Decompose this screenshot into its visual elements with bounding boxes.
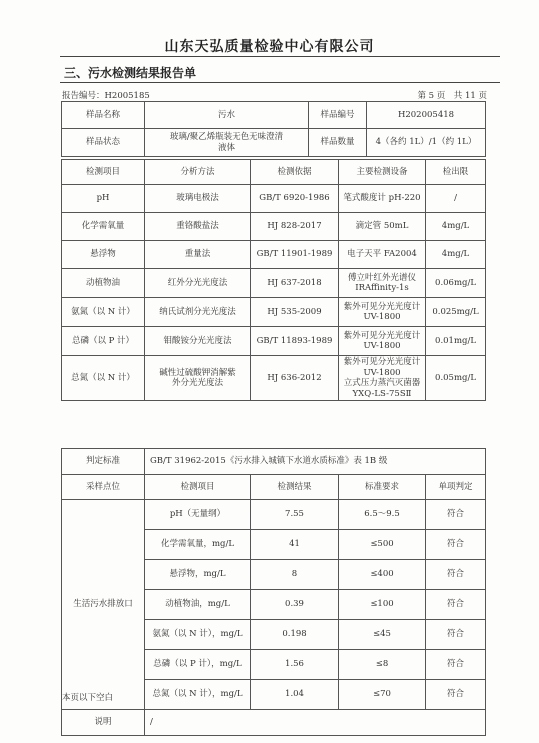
- page-number: 第 5 页 共 11 页: [417, 91, 487, 101]
- method-cell-equipment: 紫外可见分光光度计 UV-1800: [339, 298, 426, 327]
- method-cell-basis: HJ 637-2018: [251, 269, 339, 298]
- method-cell-basis: GB/T 11901-1989: [251, 241, 339, 269]
- result-header-item: 检测项目: [145, 475, 251, 500]
- method-cell-limit: 4mg/L: [426, 241, 486, 269]
- method-row: [62, 241, 486, 269]
- method-cell-basis: HJ 828-2017: [251, 213, 339, 241]
- method-cell-item: 悬浮物: [62, 241, 145, 269]
- result-cell-item: 氨氮（以 N 计），mg/L: [145, 620, 251, 650]
- result-cell-verdict: 符合: [426, 680, 486, 710]
- result-cell-result: 7.55: [251, 500, 339, 530]
- result-cell-verdict: 符合: [426, 500, 486, 530]
- method-cell-item: 动植物油: [62, 269, 145, 298]
- result-cell-result: 0.198: [251, 620, 339, 650]
- result-cell-verdict: 符合: [426, 560, 486, 590]
- method-cell-equipment: 紫外可见分光光度计 UV-1800: [339, 327, 426, 356]
- sample-state-value: [145, 129, 309, 157]
- method-row: [62, 356, 486, 401]
- sample-qty-label: 样品数量: [309, 129, 367, 157]
- method-cell-item: 化学需氧量: [62, 213, 145, 241]
- result-cell-standard: ≤500: [339, 530, 426, 560]
- sample-qty-value: 4（各约 1L）/1（约 1L）: [367, 129, 486, 157]
- result-rows: [62, 500, 486, 710]
- method-cell-method: 纳氏试剂分光光度法: [145, 298, 251, 327]
- result-cell-result: 1.04: [251, 680, 339, 710]
- method-cell-item: 总磷（以 P 计）: [62, 327, 145, 356]
- method-header-item: 检测项目: [62, 160, 145, 185]
- result-cell-verdict: 符合: [426, 590, 486, 620]
- sample-number-value: H202005418: [367, 102, 486, 129]
- result-cell-result: 41: [251, 530, 339, 560]
- result-cell-standard: ≤45: [339, 620, 426, 650]
- result-row: [62, 500, 486, 530]
- result-cell-result: 0.39: [251, 590, 339, 620]
- result-cell-verdict: 符合: [426, 620, 486, 650]
- result-cell-item: 动植物油，mg/L: [145, 590, 251, 620]
- method-cell-basis: HJ 636-2012: [251, 356, 339, 401]
- report-number: 报告编号：H2005185: [62, 91, 150, 101]
- method-cell-method: 重铬酸盐法: [145, 213, 251, 241]
- sample-state-label: 样品状态: [62, 129, 145, 157]
- method-row: [62, 213, 486, 241]
- method-header-limit: 检出限: [426, 160, 486, 185]
- method-cell-item: pH: [62, 185, 145, 213]
- method-cell-limit: 4mg/L: [426, 213, 486, 241]
- remarks-label: 说明: [62, 710, 145, 736]
- method-header-method: 分析方法: [145, 160, 251, 185]
- method-cell-equipment: 滴定管 50mL: [339, 213, 426, 241]
- result-cell-item: pH（无量纲）: [145, 500, 251, 530]
- method-cell-method: 玻璃电极法: [145, 185, 251, 213]
- result-cell-item: 总氮（以 N 计），mg/L: [145, 680, 251, 710]
- method-cell-item: 总氮（以 N 计）: [62, 356, 145, 401]
- method-header-basis: 检测依据: [251, 160, 339, 185]
- result-cell-standard: 6.5～9.5: [339, 500, 426, 530]
- method-row: [62, 298, 486, 327]
- method-cell-equipment: 笔式酸度计 pH-220: [339, 185, 426, 213]
- section-rule: [60, 82, 500, 83]
- sampling-point: 生活污水排放口: [62, 500, 145, 710]
- section-title: 三、污水检测结果报告单: [64, 66, 197, 80]
- method-cell-item: 氨氮（以 N 计）: [62, 298, 145, 327]
- method-cell-method: 红外分光光度法: [145, 269, 251, 298]
- results-table: [61, 448, 486, 736]
- result-cell-standard: ≤100: [339, 590, 426, 620]
- result-header-verdict: 单项判定: [426, 475, 486, 500]
- sample-state-line2: 液体: [217, 142, 235, 153]
- method-cell-equipment: 傅立叶红外光谱仪 IRAffinity-1s: [339, 269, 426, 298]
- method-rows: [62, 185, 486, 401]
- footer-note: 本页以下空白: [62, 693, 114, 703]
- standard-label: 判定标准: [62, 449, 145, 475]
- sample-info-table: [61, 101, 486, 157]
- remarks-value: /: [145, 710, 486, 736]
- result-cell-item: 化学需氧量，mg/L: [145, 530, 251, 560]
- result-header-point: 采样点位: [62, 475, 145, 500]
- sample-name-value: 污水: [145, 102, 309, 129]
- method-cell-equipment: 电子天平 FA2004: [339, 241, 426, 269]
- result-header-standard: 标准要求: [339, 475, 426, 500]
- result-cell-standard: ≤400: [339, 560, 426, 590]
- result-header-result: 检测结果: [251, 475, 339, 500]
- method-cell-equipment: 紫外可见分光光度计 UV-1800 立式压力蒸汽灭菌器 YXQ-LS-75SⅡ: [339, 356, 426, 401]
- method-row: [62, 185, 486, 213]
- method-row: [62, 327, 486, 356]
- method-cell-basis: GB/T 11893-1989: [251, 327, 339, 356]
- result-cell-standard: ≤70: [339, 680, 426, 710]
- method-row: [62, 269, 486, 298]
- method-cell-basis: GB/T 6920-1986: [251, 185, 339, 213]
- method-header-equipment: 主要检测设备: [339, 160, 426, 185]
- method-table: [61, 159, 486, 401]
- sample-number-label: 样品编号: [309, 102, 367, 129]
- result-cell-item: 总磷（以 P 计），mg/L: [145, 650, 251, 680]
- standard-text: GB/T 31962-2015《污水排入城镇下水道水质标准》表 1B 级: [145, 449, 486, 475]
- sample-state-line1: 玻璃/聚乙烯瓶装无色无味澄清: [169, 132, 284, 142]
- sample-name-label: 样品名称: [62, 102, 145, 129]
- result-cell-item: 悬浮物，mg/L: [145, 560, 251, 590]
- company-name: 山东天弘质量检验中心有限公司: [164, 39, 375, 55]
- method-cell-limit: /: [426, 185, 486, 213]
- method-cell-method: 碱性过硫酸钾消解紫 外分光光度法: [145, 356, 251, 401]
- result-cell-verdict: 符合: [426, 530, 486, 560]
- result-cell-verdict: 符合: [426, 650, 486, 680]
- method-cell-method: 重量法: [145, 241, 251, 269]
- result-cell-result: 1.56: [251, 650, 339, 680]
- method-cell-limit: 0.01mg/L: [426, 327, 486, 356]
- method-cell-method: 钼酸铵分光光度法: [145, 327, 251, 356]
- method-cell-limit: 0.025mg/L: [426, 298, 486, 327]
- header-rule: [60, 56, 500, 57]
- method-cell-limit: 0.06mg/L: [426, 269, 486, 298]
- result-cell-standard: ≤8: [339, 650, 426, 680]
- method-cell-basis: HJ 535-2009: [251, 298, 339, 327]
- method-cell-limit: 0.05mg/L: [426, 356, 486, 401]
- result-cell-result: 8: [251, 560, 339, 590]
